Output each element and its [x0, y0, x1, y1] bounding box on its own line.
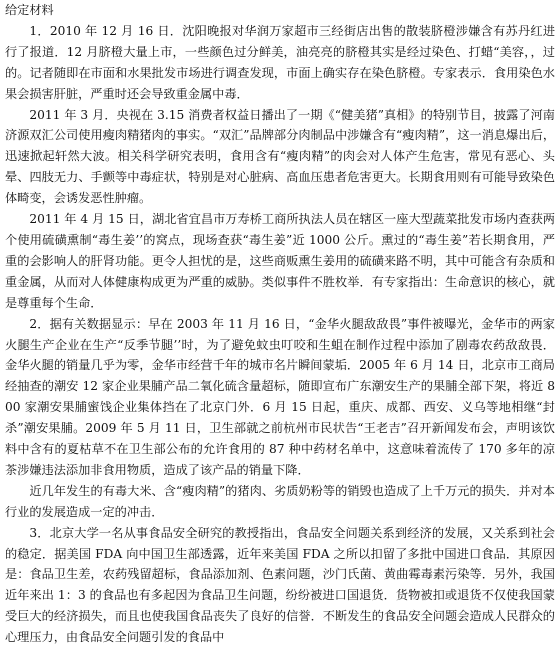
document-body	[5, 0, 555, 648]
section-heading: 给定材料	[5, 3, 54, 17]
paragraph-5-losses: 近几年发生的有毒大米、含“瘦肉精”的猪肉、劣质奶粉等的销毁也造成了上千万元的损失．并对本行业的发展造成一定的冲击．	[5, 483, 555, 519]
paragraph-1-navel-orange: 1．2010 年 12 月 16 日．沈阳晚报对华润万家超市三经街店出售的散装脐橙涉嫌含有苏丹红进行了报道．12 月脐橙大量上市，一些颜色过分鲜美，油亮亮的脐橙其实是经过染色、打蜡“美容，，过的。记者随即在市面和水果批发市场进行调查发现，市面上确实存在染色脐橙。专家表示．食用染色水果会损害肝脏，严重时还会导致重金属中毒．	[5, 23, 555, 101]
paragraph-6-economic-impact: 3．北京大学一名从事食品安全研究的教授指出，食品安全问题关系到经济的发展，又关系到社会的稳定．据美国 FDA 向中国卫生部透露，近年来美国 FDA 之所以扣留了多批中国进口食品．其原因是：食品卫生差，农药残留超标，食品添加剂、色素问题，沙门氏菌、黄曲霉毒素污染等．另外，我国近年来出 1：3 的食品也有多起因为食品卫生问题，纷纷被进口国退货．货物被扣或退货不仅使我国蒙受巨大的经济损失，而且也使我国食品丧失了良好的信誉．不断发生的食品安全问题会造成人民群众的心理压力，由食品安全问题引发的食品中	[5, 525, 555, 645]
paragraph-2-clenbuterol: 2011 年 3 月．央视在 3.15 消费者权益日播出了一期《“健美猪”真相》的特别节目，披露了河南济源双汇公司使用瘦肉精猪肉的事实。“双汇”品牌部分肉制品中涉嫌含有“瘦肉精”，这一消息爆出后，迅速掀起轩然大波。相关科学研究表明，食用含有“瘦肉精”的肉会对人体产生危害，常见有恶心、头晕、四肢无力、手颤等中毒症状，特别是对心脏病、高血压患者危害更大。长期食用则有可能导致染色体畸变，会诱发恶性肿瘤。	[5, 107, 555, 206]
paragraph-4-industry-data: 2．据有关数据显示：早在 2003 年 11 月 16 日，“金华火腿敌敌畏”事件被曝光，金华市的两家火腿生产企业在生产“反季节腿’’时，为了避免蚊虫叮咬和生蛆在制作过程中添加了剧毒农药敌敌畏．金华火腿的销量几乎为零，金华市经营千年的城市名片瞬间蒙垢．2005 年 6 月 14 日，北京市工商局经抽查的潮安 12 家企业果脯产品二氧化硫含量超标，随即宣布广东潮安生产的果脯全部下架，将近 800 家潮安果脯蜜饯企业集体挡在了北京门外．6 月 15 日起，重庆、成都、西安、义乌等地相继“封杀”潮安果脯。2009 年 5 月 11 日，卫生部就之前杭州市民状告“王老吉”召开新闻发布会，声明该饮料中含有的夏枯草不在卫生部公布的允许食用的 87 种中药材名单中，这意味着流传了 170 多年的凉茶涉嫌违法添加非食用物质，造成了该产品的销量下降．	[5, 316, 555, 477]
paragraph-3-sulfur-ginger: 2011 年 4 月 15 日，湖北省宜昌市万寿桥工商所执法人员在辖区一座大型蔬菜批发市场内查获两个使用硫磺熏制“毒生姜’’的窝点，现场查获“毒生姜”近 1000 公斤。熏过的“毒生姜”若长期食用，严重的会影响人的肝肾功能。更令人担忧的是，这些商贩熏生姜用的硫磺来路不明，其中可能含有杂质和重金属，从而对人体健康构成更为严重的威胁。类似事件不胜枚举．有专家指出：生命意识的核心，就是尊重每个生命．	[5, 212, 555, 310]
